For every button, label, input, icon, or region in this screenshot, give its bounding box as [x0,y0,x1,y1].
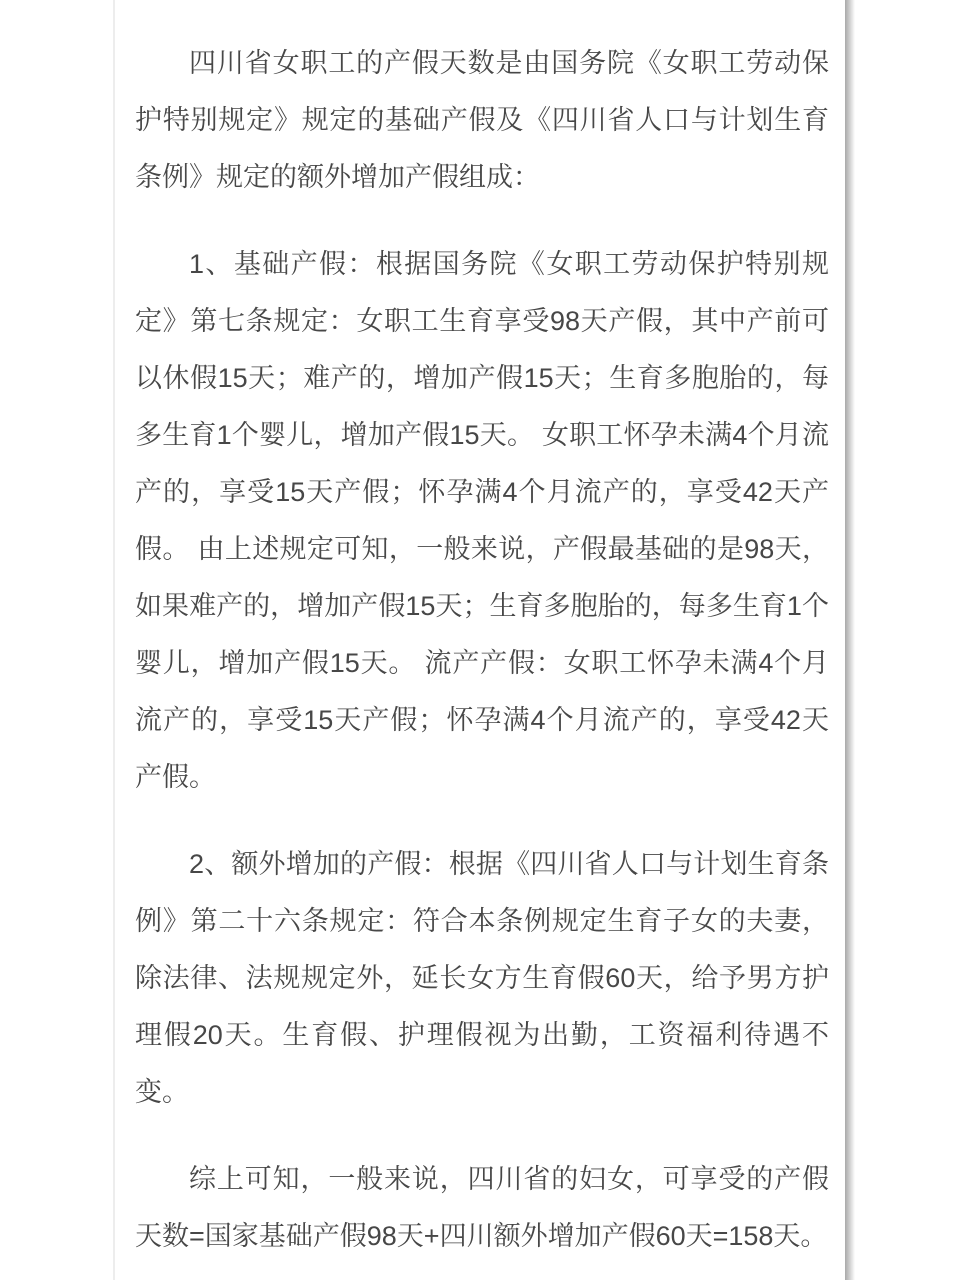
text-line: 1、基础产假：根据国务院《女职工劳动保护特别规 [189,249,829,279]
text-line: 例》第二十六条规定：符合本条例规定生育子女的夫妻， [135,906,829,936]
text-line: 产假。 [135,762,216,792]
text-line: 多生育1个婴儿，增加产假15天。 女职工怀孕未满4个月流 [135,420,829,450]
text-line: 除法律、法规规定外，延长女方生育假60天，给予男方护 [135,963,829,993]
text-line: 以休假15天；难产的，增加产假15天；生育多胞胎的，每 [135,363,829,393]
paragraph-summary [135,1151,829,1265]
text-line: 假。 由上述规定可知，一般来说，产假最基础的是98天， [135,534,829,564]
text-line: 理假20天。生育假、护理假视为出勤，工资福利待遇不 [135,1020,829,1050]
text-line: 条例》规定的额外增加产假组成： [135,162,540,192]
article-card [113,0,845,1280]
text-line: 如果难产的，增加产假15天；生育多胞胎的，每多生育1个 [135,591,829,621]
text-line: 变。 [135,1077,189,1107]
text-line: 综上可知，一般来说，四川省的妇女，可享受的产假 [189,1164,829,1194]
article-body [115,0,845,1265]
text-line: 婴儿，增加产假15天。 流产产假：女职工怀孕未满4个月 [135,648,829,678]
text-line: 四川省女职工的产假天数是由国务院《女职工劳动保 [189,48,829,78]
text-line: 天数=国家基础产假98天+四川额外增加产假60天=158天。 [135,1221,828,1251]
text-line: 2、额外增加的产假：根据《四川省人口与计划生育条 [189,849,829,879]
paragraph-basic-maternity-leave [135,236,829,806]
paragraph-intro [135,35,829,206]
card-right-edge-shadow [845,0,855,1280]
paragraph-additional-maternity-leave [135,836,829,1121]
text-line: 流产的，享受15天产假；怀孕满4个月流产的，享受42天 [135,705,829,735]
text-line: 定》第七条规定：女职工生育享受98天产假，其中产前可 [135,306,829,336]
text-line: 产的，享受15天产假；怀孕满4个月流产的，享受42天产 [135,477,829,507]
text-line: 护特别规定》规定的基础产假及《四川省人口与计划生育 [135,105,829,135]
